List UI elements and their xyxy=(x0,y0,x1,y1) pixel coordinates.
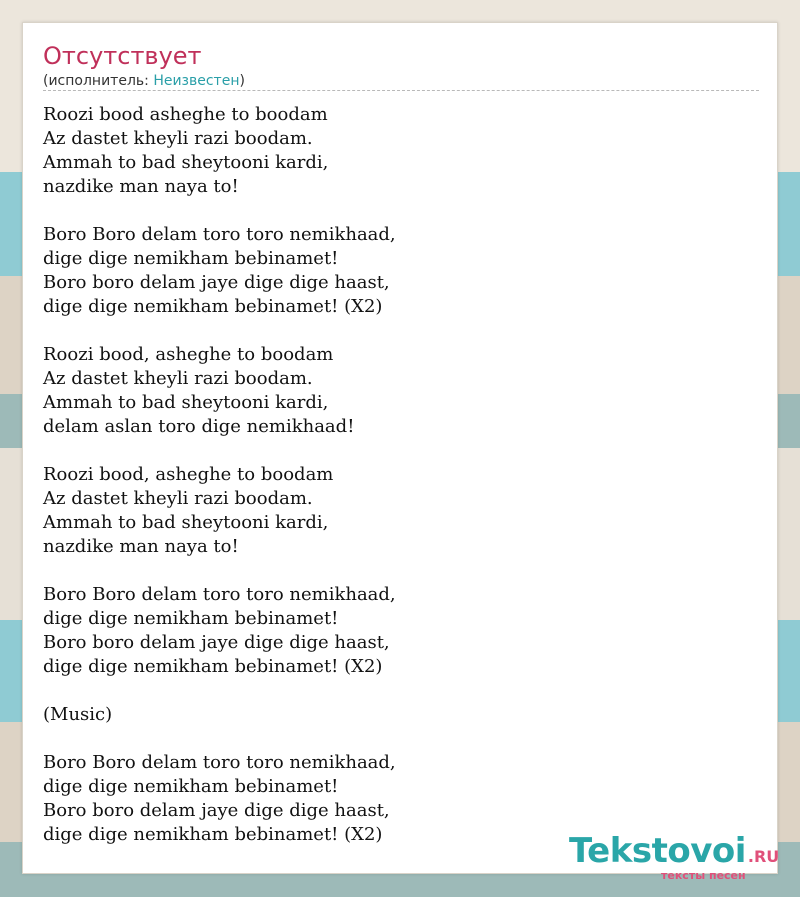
logo-tagline: тексты песен xyxy=(661,869,746,882)
stanza-gap xyxy=(43,199,759,223)
lyrics-text xyxy=(43,103,759,847)
logo-name: Tekstovoi xyxy=(569,831,746,871)
logo-tld: .RU xyxy=(747,847,780,866)
lyric-line: Boro Boro delam toro toro nemikhaad, xyxy=(43,752,396,773)
lyric-line: Az dastet kheyli razi boodam. xyxy=(43,488,313,509)
lyric-line: Boro boro delam jaye dige dige haast, xyxy=(43,800,390,821)
stanza-gap xyxy=(43,727,759,751)
dashed-divider xyxy=(43,90,759,91)
stanza-gap xyxy=(43,319,759,343)
lyric-line: Boro Boro delam toro toro nemikhaad, xyxy=(43,224,396,245)
lyric-line: Az dastet kheyli razi boodam. xyxy=(43,128,313,149)
stanza-gap xyxy=(43,679,759,703)
artist-suffix: ) xyxy=(239,73,245,89)
lyric-line: Roozi bood asheghe to boodam xyxy=(43,104,328,125)
lyric-line: (Music) xyxy=(43,704,113,725)
lyric-line: Roozi bood, asheghe to boodam xyxy=(43,464,334,485)
lyric-line: Roozi bood, asheghe to boodam xyxy=(43,344,334,365)
song-title: Отсутствует xyxy=(43,42,202,70)
stanza-gap xyxy=(43,439,759,463)
lyric-line: dige dige nemikham bebinamet! (X2) xyxy=(43,656,383,677)
lyric-line: Boro boro delam jaye dige dige haast, xyxy=(43,272,390,293)
lyric-line: Boro Boro delam toro toro nemikhaad, xyxy=(43,584,396,605)
lyrics-card xyxy=(22,22,780,882)
lyric-line: Boro boro delam jaye dige dige haast, xyxy=(43,632,390,653)
lyric-line: dige dige nemikham bebinamet! (X2) xyxy=(43,296,383,317)
lyric-line: dige dige nemikham bebinamet! xyxy=(43,608,339,629)
lyric-line: dige dige nemikham bebinamet! (X2) xyxy=(43,824,383,845)
stanza-gap xyxy=(43,559,759,583)
lyric-line: delam aslan toro dige nemikhaad! xyxy=(43,416,355,437)
artist-line xyxy=(43,72,245,90)
lyric-line: Ammah to bad sheytooni kardi, xyxy=(43,152,329,173)
lyric-line: Ammah to bad sheytooni kardi, xyxy=(43,512,329,533)
lyric-line: nazdike man naya to! xyxy=(43,176,239,197)
lyric-line: dige dige nemikham bebinamet! xyxy=(43,776,339,797)
lyric-line: dige dige nemikham bebinamet! xyxy=(43,248,339,269)
artist-prefix: (исполнитель: xyxy=(43,73,154,89)
lyric-line: Az dastet kheyli razi boodam. xyxy=(43,368,313,389)
site-logo[interactable] xyxy=(569,831,780,882)
artist-link[interactable]: Неизвестен xyxy=(153,73,240,89)
lyric-line: nazdike man naya to! xyxy=(43,536,239,557)
lyric-line: Ammah to bad sheytooni kardi, xyxy=(43,392,329,413)
